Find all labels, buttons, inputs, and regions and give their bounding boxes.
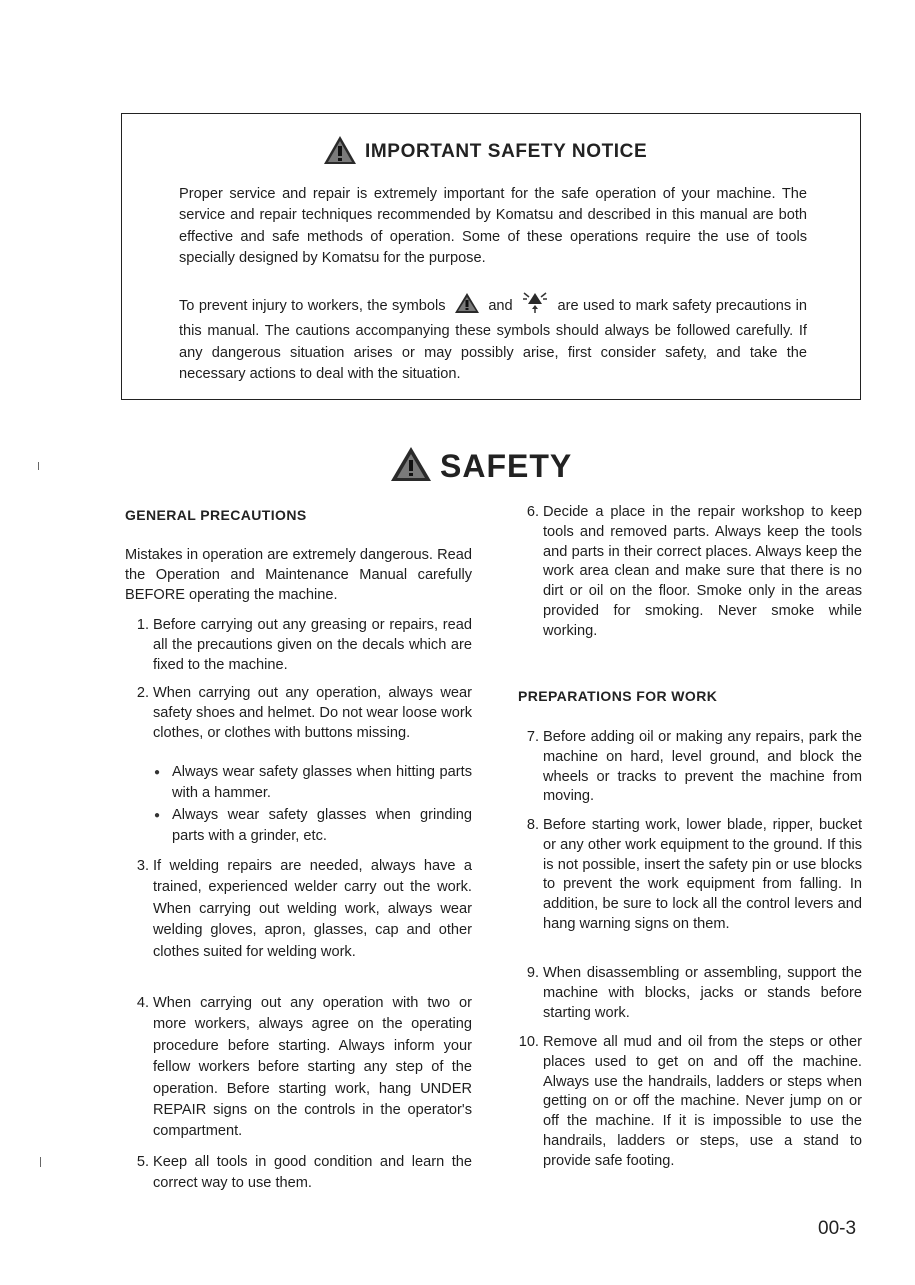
notice-paragraph-2 bbox=[179, 290, 807, 385]
list-item bbox=[515, 728, 862, 807]
list-item bbox=[125, 993, 472, 1143]
notice-para2-and: and bbox=[488, 298, 513, 314]
list-item-number: 4. bbox=[136, 995, 149, 1011]
list-item-text: Before carrying out any greasing or repairs, read all the precautions given on the decals which are fixed to the machine. bbox=[153, 617, 472, 674]
safety-title bbox=[390, 446, 572, 486]
warning-triangle-icon bbox=[323, 135, 357, 170]
list-item-number: 6. bbox=[526, 504, 539, 520]
notice-para2-before: To prevent injury to workers, the symbols bbox=[179, 298, 446, 314]
list-item bbox=[125, 615, 472, 676]
list-item bbox=[515, 503, 862, 642]
list-item-text: If welding repairs are needed, always have a trained, experienced welder carry out the work. When carrying out welding work, always wear welding gloves, apron, glasses, cap and other clothes suited for welding work. bbox=[153, 858, 472, 960]
list-item bbox=[125, 1152, 472, 1195]
list-item-text: Keep all tools in good condition and learn the correct way to use them. bbox=[153, 1154, 472, 1192]
list-item-number: 8. bbox=[526, 817, 539, 833]
preparations-heading: PREPARATIONS FOR WORK bbox=[518, 688, 718, 704]
bullet-item bbox=[154, 762, 472, 804]
list-item-text: When carrying out any operation with two or more workers, always agree on the operating procedure before starting. Always inform your fellow workers before starting any step of the operation. Before starting work, hang UNDER REPAIR signs on the controls in the operator's compartment. bbox=[153, 995, 472, 1140]
notice-title bbox=[323, 136, 647, 168]
warning-triangle-icon bbox=[390, 446, 432, 487]
bullet-text: Always wear safety glasses when grinding parts with a grinder, etc. bbox=[172, 807, 472, 844]
general-intro: Mistakes in operation are extremely dangerous. Read the Operation and Maintenance Manual carefully BEFORE operating the machine. bbox=[125, 547, 472, 603]
notice-title-text: IMPORTANT SAFETY NOTICE bbox=[365, 141, 648, 162]
list-item-text: Remove all mud and oil from the steps or other places used to get on and off the machine. Always use the handrails, ladders or steps when getting on or off the machine. Never jump on or off the machine. If it is impossible to use the handrails, ladders or steps, use a stand to provide safe footing. bbox=[543, 1034, 862, 1169]
bullet-icon: ● bbox=[154, 767, 161, 778]
list-item bbox=[515, 816, 862, 935]
bullet-text: Always wear safety glasses when hitting parts with a hammer. bbox=[172, 764, 472, 801]
scan-mark bbox=[38, 462, 39, 470]
list-item bbox=[515, 964, 862, 1023]
scan-mark bbox=[40, 1157, 41, 1167]
list-item-number: 2. bbox=[136, 685, 149, 701]
list-item-text: Decide a place in the repair workshop to keep tools and removed parts. Always keep the tools and parts in their correct places. Always keep the work area clean and make sure that there is no dirt or oil on the floor. Smoke only in the areas provided for smoking. Never smoke while working. bbox=[543, 504, 862, 639]
list-item-number: 1. bbox=[136, 617, 149, 633]
notice-paragraph-1: Proper service and repair is extremely important for the safe operation of your machine. The service and repair techniques recommended by Komatsu and described in this manual are both effective and safe methods of operation. Some of these operations require the use of tools specially designed by Komatsu for the purpose. bbox=[179, 186, 807, 266]
list-item-text: When carrying out any operation, always wear safety shoes and helmet. Do not wear loose work clothes, or clothes with buttons missing. bbox=[153, 685, 472, 742]
warning-triangle-icon bbox=[454, 292, 480, 321]
list-item-number: 9. bbox=[526, 965, 539, 981]
list-item-number: 5. bbox=[136, 1154, 149, 1170]
list-item-number: 10. bbox=[518, 1034, 539, 1050]
list-item bbox=[125, 856, 472, 963]
bullet-icon: ● bbox=[154, 810, 161, 821]
general-precautions-heading: GENERAL PRECAUTIONS bbox=[125, 507, 307, 523]
list-item-text: Before starting work, lower blade, ripper, bucket or any other work equipment to the ground. If this is not possible, insert the safety pin or use blocks to prevent the work equipment from falling. In addition, be sure to lock all the control levers and hang warning signs on them. bbox=[543, 817, 862, 932]
page-number: 00-3 bbox=[818, 1218, 857, 1239]
list-item-text: Before adding oil or making any repairs, park the machine on hard, level ground, and block the wheels or tracks to prevent the machine from moving. bbox=[543, 729, 862, 805]
list-item-number: 3. bbox=[136, 858, 149, 874]
list-item bbox=[125, 683, 472, 744]
safety-title-text: SAFETY bbox=[440, 447, 573, 484]
list-item bbox=[510, 1033, 862, 1172]
list-item-text: When disassembling or assembling, support the machine with blocks, jacks or stands before starting work. bbox=[543, 965, 862, 1021]
list-item-number: 7. bbox=[526, 729, 539, 745]
bullet-item bbox=[154, 805, 472, 847]
notice-para2-after: are used to mark safety precautions in this manual. The cautions accompanying these symbols should always be followed carefully. If any dangerous situation arises or may possibly arise, first consider safety, and take the necessary actions to deal with the situation. bbox=[179, 298, 807, 382]
sparkle-warning-icon bbox=[521, 290, 549, 321]
